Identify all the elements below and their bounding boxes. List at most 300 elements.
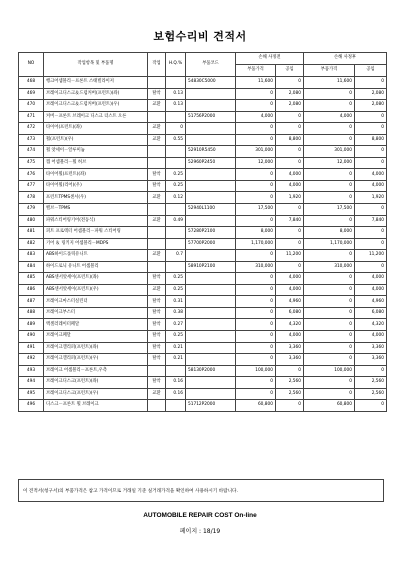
row-after-labor: 0 [355,400,387,412]
table-row [19,388,387,400]
row-work-type: 교환 [148,134,166,146]
row-before-labor: 1,920 [276,192,304,204]
row-work-type: 탈착 [148,307,166,319]
row-part-code: 51756P2000 [186,111,236,123]
table-row [19,238,387,250]
table-row [19,365,387,377]
row-after-price: 4,000 [304,111,355,123]
row-item-name: 브레이크 어셈블리－프론트,우측 [44,365,148,377]
row-after-price: 11,600 [304,77,355,89]
row-no: 474 [19,146,44,158]
row-work-type [148,261,166,273]
row-after-labor: 0 [355,157,387,169]
row-part-code [186,100,236,112]
row-hqty [166,146,186,158]
table-row [19,227,387,239]
row-item-name: 밸브－TPMS [44,204,148,216]
row-part-code [186,377,236,389]
price-notice-text: 이 견적서(청구서)의 부품가격은 참고 가격이므로 거래일 기준 실거래가격을 확인하여 사용하시기 바랍니다. [23,488,238,494]
row-work-type: 탈착 [148,296,166,308]
table-row [19,250,387,262]
table-row [19,204,387,216]
row-before-labor: 4,000 [276,273,304,285]
row-part-code [186,169,236,181]
row-after-price: 12,000 [304,157,355,169]
header-after-assessment: 손해 사정후 [304,53,387,65]
row-work-type [148,111,166,123]
row-before-labor: 4,000 [276,284,304,296]
row-item-name: 액셀러레이터페달 [44,319,148,331]
row-work-type: 교환 [148,284,166,296]
row-work-type: 탈착 [148,180,166,192]
row-before-price: 4,000 [236,111,276,123]
row-work-type: 교환 [148,100,166,112]
row-work-type: 탈착 [148,342,166,354]
header-after-price: 부품가격 [304,65,355,77]
row-after-labor: 0 [355,77,387,89]
row-after-price: 0 [304,273,355,285]
row-before-labor: 8,800 [276,134,304,146]
row-part-code [186,331,236,343]
row-after-labor: 11,200 [355,250,387,262]
row-no: 480 [19,215,44,227]
row-part-code [186,319,236,331]
row-after-labor: 4,000 [355,284,387,296]
row-after-labor: 0 [355,204,387,216]
row-before-labor: 0 [276,227,304,239]
row-hqty: 0.12 [166,192,186,204]
row-hqty: 0.16 [166,377,186,389]
row-hqty [166,261,186,273]
row-after-price: 1,170,000 [304,238,355,250]
header-before-labor: 공임 [276,65,304,77]
row-part-code: 58910P2100 [186,261,236,273]
row-no: 485 [19,273,44,285]
row-work-type [148,77,166,89]
row-before-price: 301,000 [236,146,276,158]
table-row [19,192,387,204]
row-hqty: 0.25 [166,180,186,192]
row-hqty: 0.7 [166,250,186,262]
row-no: 494 [19,377,44,389]
row-before-labor: 0 [276,123,304,135]
table-row [19,100,387,112]
row-hqty [166,204,186,216]
row-part-code [186,180,236,192]
row-after-labor: 3,360 [355,354,387,366]
row-hqty: 0.25 [166,331,186,343]
row-before-price: 8,000 [236,227,276,239]
row-after-price: 0 [304,388,355,400]
row-after-price: 0 [304,331,355,343]
row-after-price: 17,500 [304,204,355,216]
row-work-type: 탈착 [148,319,166,331]
row-hqty: 0.21 [166,342,186,354]
row-after-labor: 8,800 [355,134,387,146]
row-no: 482 [19,238,44,250]
row-part-code: 51712P2000 [186,400,236,412]
row-no: 488 [19,307,44,319]
row-after-labor: 4,960 [355,296,387,308]
row-after-labor: 3,360 [355,342,387,354]
row-after-labor: 4,320 [355,319,387,331]
row-part-code: 54830C5000 [186,77,236,89]
row-part-code: 57700P2000 [186,238,236,250]
table-row [19,180,387,192]
row-before-price: 0 [236,250,276,262]
table-row [19,215,387,227]
header-work: 작업 [148,53,166,77]
row-work-type [148,238,166,250]
header-before-price: 부품가격 [236,65,276,77]
row-work-type: 교환 [148,388,166,400]
price-notice [18,479,384,502]
row-item-name: 행크어셈블리－프론트 스태빌라이저 [44,77,148,89]
table-row [19,400,387,412]
row-part-code [186,250,236,262]
row-work-type [148,146,166,158]
table-header [19,53,387,77]
row-work-type: 탈착 [148,273,166,285]
row-after-labor: 2,080 [355,88,387,100]
row-item-name: 파워스티어링기어(전동식) [44,215,148,227]
row-after-labor: 0 [355,238,387,250]
row-before-price: 0 [236,215,276,227]
row-before-price: 310,000 [236,261,276,273]
row-no: 478 [19,192,44,204]
row-work-type [148,365,166,377]
row-work-type: 교환 [148,192,166,204]
row-before-labor: 0 [276,261,304,273]
row-hqty: 0.21 [166,354,186,366]
row-before-labor: 0 [276,77,304,89]
row-after-labor: 4,000 [355,273,387,285]
table-row [19,157,387,169]
row-before-price: 0 [236,88,276,100]
row-after-price: 8,000 [304,227,355,239]
header-part-code: 부품코드 [186,53,236,77]
row-no: 487 [19,296,44,308]
row-no: 496 [19,400,44,412]
row-after-labor: 0 [355,146,387,158]
row-after-price: 0 [304,192,355,204]
table-row [19,273,387,285]
row-after-labor: 0 [355,365,387,377]
table-row [19,354,387,366]
row-after-price: 0 [304,88,355,100]
row-before-labor: 4,320 [276,319,304,331]
row-no: 493 [19,365,44,377]
row-no: 481 [19,227,44,239]
row-no: 477 [19,180,44,192]
row-before-price: 0 [236,134,276,146]
page-number: 페이지 : 18/19 [179,528,221,535]
row-part-code: 57280P2100 [186,227,236,239]
table-row [19,261,387,273]
row-hqty: 0.25 [166,273,186,285]
row-no: 479 [19,204,44,216]
row-no: 472 [19,123,44,135]
row-before-price: 0 [236,192,276,204]
row-hqty: 0.13 [166,88,186,100]
row-after-price: 0 [304,250,355,262]
row-before-price: 0 [236,354,276,366]
row-hqty: 0.31 [166,296,186,308]
row-part-code [186,88,236,100]
row-before-labor: 4,000 [276,180,304,192]
row-before-price: 0 [236,123,276,135]
row-after-labor: 0 [355,111,387,123]
row-hqty [166,111,186,123]
row-part-code [186,123,236,135]
table-row [19,319,387,331]
row-before-labor: 4,960 [276,296,304,308]
row-after-price: 0 [304,180,355,192]
row-hqty [166,227,186,239]
row-item-name: ABS하이드롤릭유니트 [44,250,148,262]
row-after-labor: 1,920 [355,192,387,204]
row-hqty [166,365,186,377]
row-item-name: 브레이크페달 [44,331,148,343]
row-after-labor: 6,080 [355,307,387,319]
row-after-labor: 7,840 [355,215,387,227]
row-before-price: 100,000 [236,365,276,377]
row-item-name: 휠 앗세이－알루미늄 [44,146,148,158]
row-work-type: 교환 [148,123,166,135]
row-item-name: 프런트TPMS센서(우) [44,192,148,204]
row-before-price: 0 [236,377,276,389]
row-part-code [186,134,236,146]
row-after-price: 310,000 [304,261,355,273]
row-before-labor: 0 [276,157,304,169]
row-after-labor: 4,000 [355,180,387,192]
row-before-labor: 7,840 [276,215,304,227]
row-after-price: 0 [304,100,355,112]
row-before-price: 0 [236,284,276,296]
row-no: 473 [19,134,44,146]
row-no: 471 [19,111,44,123]
row-hqty [166,157,186,169]
row-after-price: 0 [304,354,355,366]
row-after-price: 60,800 [304,400,355,412]
row-after-price: 0 [304,284,355,296]
row-part-code [186,284,236,296]
row-after-price: 100,000 [304,365,355,377]
row-before-price: 0 [236,342,276,354]
row-after-price: 0 [304,169,355,181]
row-before-price: 17,500 [236,204,276,216]
row-after-labor: 2,080 [355,100,387,112]
row-work-type [148,204,166,216]
table-body [19,77,387,412]
row-before-labor: 0 [276,365,304,377]
table-row [19,307,387,319]
row-no: 475 [19,157,44,169]
row-item-name: 브레이크디스크(프런트)(좌) [44,377,148,389]
row-work-type: 탈착 [148,377,166,389]
row-item-name: ABS센서앗세이(프런트)(좌) [44,273,148,285]
row-before-price: 0 [236,169,276,181]
row-before-price: 0 [236,273,276,285]
row-after-price: 0 [304,123,355,135]
row-no: 486 [19,284,44,296]
header-hqty: H.Q.% [166,53,186,77]
row-work-type: 탈착 [148,331,166,343]
header-item: 작업항목 및 부품명 [44,53,148,77]
table-row [19,77,387,89]
row-part-code [186,215,236,227]
table-row [19,123,387,135]
row-before-labor: 0 [276,238,304,250]
row-part-code: 52940L1100 [186,204,236,216]
row-hqty [166,400,186,412]
row-part-code: 52910R5450 [186,146,236,158]
row-hqty: 0.16 [166,388,186,400]
row-hqty: 0.25 [166,284,186,296]
row-no: 495 [19,388,44,400]
row-item-name: 브레이크마스터실린더 [44,296,148,308]
row-before-labor: 6,080 [276,307,304,319]
row-after-price: 0 [304,296,355,308]
row-after-price: 301,000 [304,146,355,158]
row-before-price: 0 [236,388,276,400]
row-part-code [186,388,236,400]
row-before-price: 60,800 [236,400,276,412]
row-after-price: 0 [304,215,355,227]
row-work-type: 교환 [148,215,166,227]
row-work-type [148,157,166,169]
row-before-price: 0 [236,180,276,192]
row-after-labor: 2,560 [355,388,387,400]
table-row [19,169,387,181]
row-work-type: 탈착 [148,169,166,181]
row-item-name: 커버－프론트 브레이크 디스크 더스트 오른 [44,111,148,123]
row-work-type [148,400,166,412]
row-part-code [186,354,236,366]
row-before-price: 0 [236,319,276,331]
row-work-type: 교환 [148,250,166,262]
row-part-code [186,273,236,285]
row-no: 491 [19,342,44,354]
row-item-name: 하이드로닉 유니트 어셈블리 [44,261,148,273]
row-before-labor: 2,080 [276,100,304,112]
row-hqty: 0 [166,123,186,135]
row-before-labor: 3,360 [276,342,304,354]
row-before-labor: 11,200 [276,250,304,262]
row-after-labor: 4,000 [355,169,387,181]
row-before-price: 12,000 [236,157,276,169]
row-item-name: 브레이크디스크＆드럼커버(프런트)(우) [44,100,148,112]
row-before-labor: 2,560 [276,377,304,389]
row-before-labor: 4,000 [276,169,304,181]
row-item-name: 타이어휠(리어)(우) [44,180,148,192]
row-work-type [148,227,166,239]
row-before-labor: 0 [276,111,304,123]
row-after-price: 0 [304,134,355,146]
row-before-labor: 0 [276,400,304,412]
row-hqty: 0.25 [166,169,186,181]
row-item-name: 캡 어셈블리－휠 허브 [44,157,148,169]
row-item-name: 타이어휠(프런트)(좌) [44,169,148,181]
row-before-price: 1,170,000 [236,238,276,250]
row-before-price: 11,600 [236,77,276,89]
row-before-price: 0 [236,296,276,308]
row-hqty [166,238,186,250]
row-after-price: 0 [304,319,355,331]
header-no: NO [19,53,44,77]
row-part-code: 58130P2000 [186,365,236,377]
document-title: 보험수리비 견적서 [153,30,247,43]
row-no: 489 [19,319,44,331]
row-part-code [186,296,236,308]
row-no: 483 [19,250,44,262]
row-item-name: 퍼트 프로텍터 어셈블리－파워 스티어링 [44,227,148,239]
header-before-assessment: 손해 사정전 [236,53,304,65]
row-no: 470 [19,100,44,112]
row-before-price: 0 [236,100,276,112]
row-item-name: 기어 ＆ 링키지 어셈블리－MDPS [44,238,148,250]
row-part-code [186,192,236,204]
row-item-name: 디스크－프론트 휠 브레이크 [44,400,148,412]
row-hqty: 0.38 [166,307,186,319]
table-row [19,296,387,308]
row-item-name: 브레이크디스크(프런트)(우) [44,388,148,400]
row-hqty: 0.13 [166,100,186,112]
row-work-type: 탈착 [148,354,166,366]
row-item-name: 브레이크캘리퍼(프런트)(우) [44,354,148,366]
row-item-name: 휠(프런트)(우) [44,134,148,146]
row-no: 476 [19,169,44,181]
table-row [19,88,387,100]
table-row [19,111,387,123]
row-before-labor: 0 [276,146,304,158]
table-row [19,284,387,296]
row-after-labor: 4,000 [355,331,387,343]
row-before-labor: 3,360 [276,354,304,366]
row-no: 484 [19,261,44,273]
row-after-price: 0 [304,377,355,389]
row-before-labor: 2,080 [276,88,304,100]
table-row [19,342,387,354]
row-item-name: 브레이크부스터 [44,307,148,319]
row-after-price: 0 [304,342,355,354]
row-after-labor: 0 [355,227,387,239]
row-before-labor: 4,000 [276,331,304,343]
row-item-name: 브레이크디스크＆드럼커버(프런트)(좌) [44,88,148,100]
row-item-name: 브레이크캘리퍼(프런트)(좌) [44,342,148,354]
row-after-price: 0 [304,307,355,319]
row-no: 490 [19,331,44,343]
row-hqty: 0.49 [166,215,186,227]
row-item-name: 타이어(프런트)(좌) [44,123,148,135]
row-before-price: 0 [236,331,276,343]
table-row [19,331,387,343]
row-part-code [186,307,236,319]
header-after-labor: 공임 [355,65,387,77]
footer-title: AUTOMOBILE REPAIR COST On-line [143,512,257,519]
row-before-price: 0 [236,307,276,319]
table-row [19,134,387,146]
row-hqty: 0.27 [166,319,186,331]
row-no: 469 [19,88,44,100]
row-before-labor: 0 [276,204,304,216]
estimate-table [18,52,387,412]
row-after-labor: 2,560 [355,377,387,389]
row-no: 492 [19,354,44,366]
row-hqty: 0.55 [166,134,186,146]
row-before-labor: 2,560 [276,388,304,400]
table-row [19,377,387,389]
